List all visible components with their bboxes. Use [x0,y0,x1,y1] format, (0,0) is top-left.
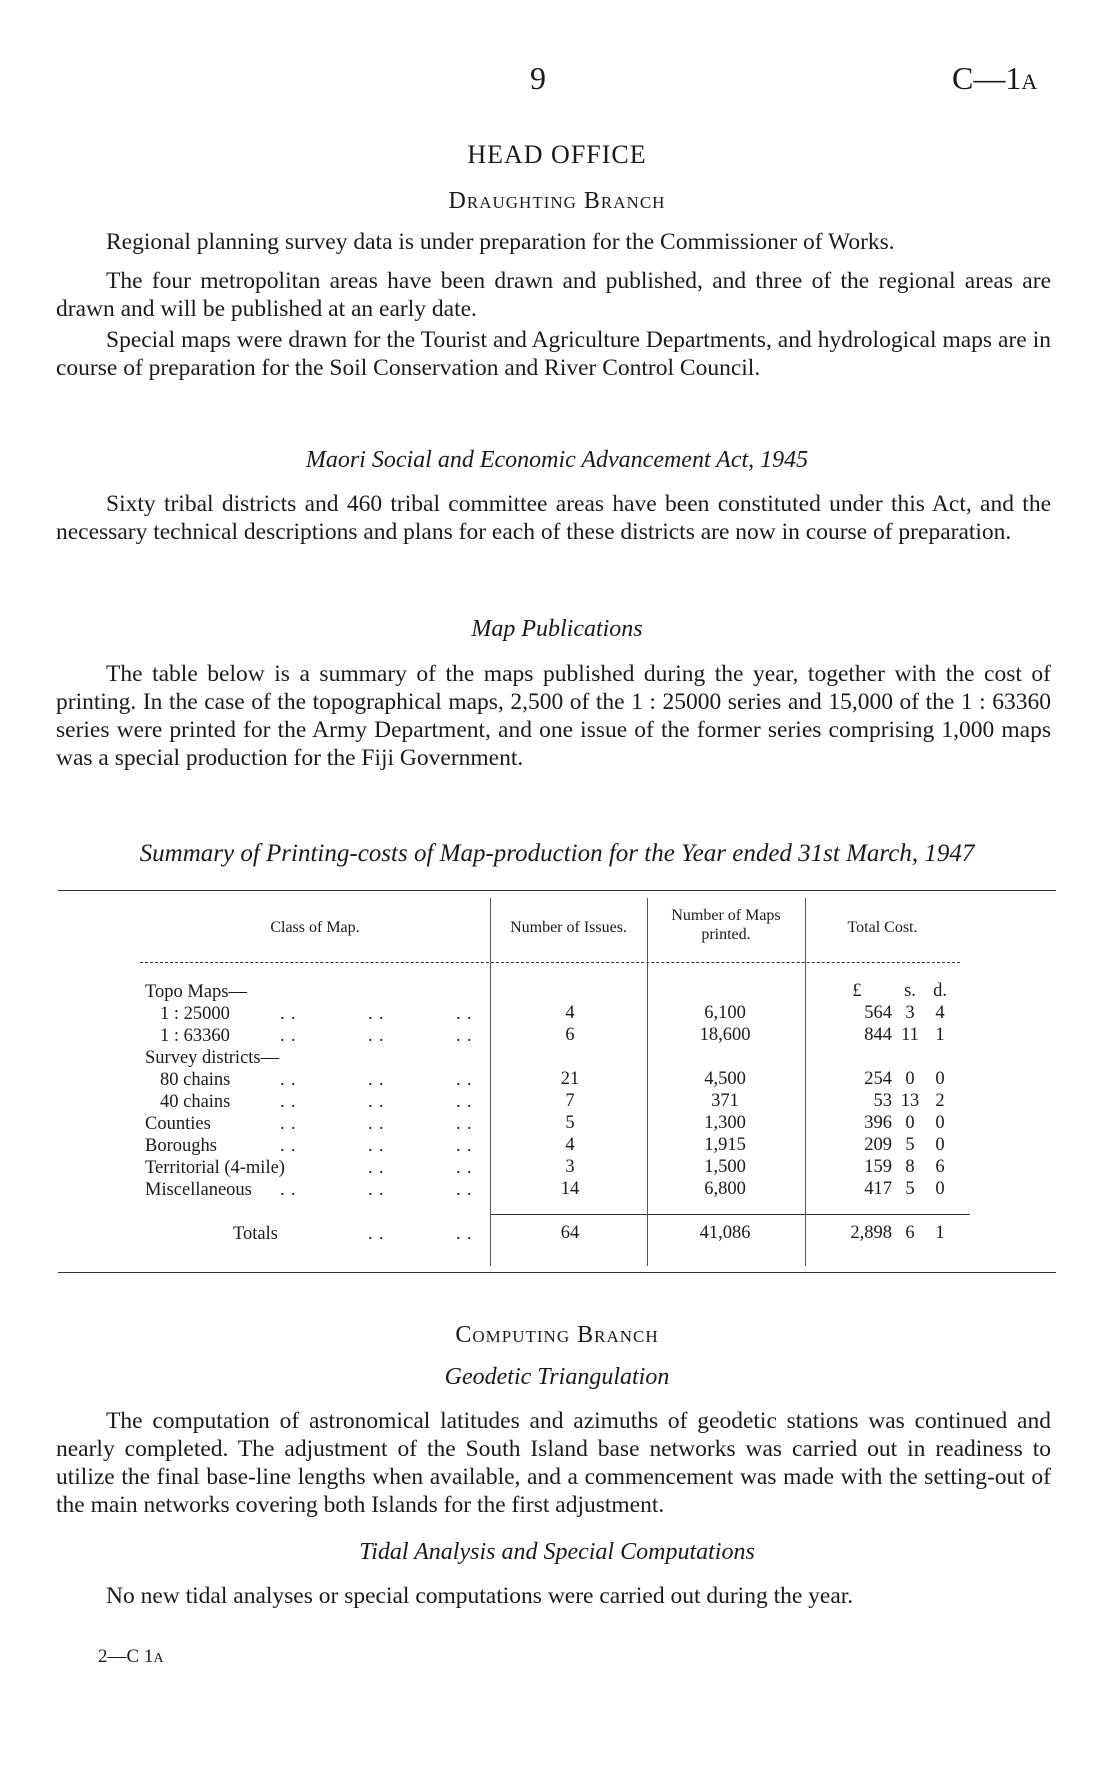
issues-cell: 3 [565,1157,575,1177]
column-header-cost: Total Cost. [847,919,918,936]
issues-cell: 4 [565,1003,575,1023]
paragraph: The table below is a summary of the maps published during the year, together with the cost of printing. In the case of the topographical maps, 2,500 of the 1 : 25000 series and 15,000 of the 1 : 63360 series were printed for the Army Department, and one issue of the former series comprising 1,000 maps was a special production for the Fiji Government. [56,661,1051,771]
issues-cell: 21 [560,1069,580,1089]
leader-dots: . . [368,1025,385,1045]
maps-cell: 4,500 [704,1069,746,1089]
leader-dots: . . [456,1091,473,1111]
pounds-cell: 564 [864,1003,892,1023]
totals-shillings: 6 [905,1223,915,1243]
leader-dots: . . [280,1025,297,1045]
leader-dots: . . [368,1135,385,1155]
pence-cell: 2 [935,1091,945,1111]
currency-shillings: s. [904,981,916,1001]
totals-maps: 41,086 [699,1223,751,1243]
leader-dots: . . [280,1003,297,1023]
row-label: 1 : 25000 [160,1004,230,1024]
issues-cell: 6 [565,1025,575,1045]
leader-dots: . . [280,1135,297,1155]
leader-dots: . . [368,1091,385,1111]
leader-dots: . . [280,1069,297,1089]
header-rule [140,962,960,963]
paragraph: Regional planning survey data is under preparation for the Commissioner of Works. [106,229,895,255]
maps-cell: 1,915 [704,1135,746,1155]
totals-rule [490,1214,970,1215]
issues-cell: 4 [565,1135,575,1155]
maps-cell: 6,100 [704,1003,746,1023]
page-title: HEAD OFFICE [467,140,647,169]
shillings-cell: 0 [905,1113,915,1133]
leader-dots: . . [456,1069,473,1089]
leader-dots: . . [368,1157,385,1177]
totals-issues: 64 [560,1223,580,1243]
maps-cell: 6,800 [704,1179,746,1199]
shillings-cell: 13 [900,1091,920,1111]
leader-dots: . . [280,1179,297,1199]
maps-cell: 371 [711,1091,739,1111]
issues-cell: 5 [565,1113,575,1133]
pounds-cell: 417 [864,1179,892,1199]
row-label: Territorial (4-mile) [145,1158,285,1178]
totals-pounds: 2,898 [850,1223,892,1243]
row-label: 80 chains [160,1070,231,1090]
currency-pounds: £ [852,981,862,1001]
currency-pence: d. [933,981,947,1001]
subheading-tidal: Tidal Analysis and Special Computations [359,1539,755,1565]
issues-cell: 14 [560,1179,580,1199]
leader-dots: . . [456,1179,473,1199]
row-label: 40 chains [160,1092,231,1112]
page-number: 9 [530,60,546,96]
column-divider [805,898,806,1266]
shillings-cell: 5 [905,1135,915,1155]
shillings-cell: 0 [905,1069,915,1089]
pence-cell: 0 [935,1069,945,1089]
shillings-cell: 8 [905,1157,915,1177]
row-label: Counties [145,1114,211,1134]
row-label: Boroughs [145,1136,217,1156]
row-label: Survey districts— [145,1048,280,1068]
section-heading-draughting: Draughting Branch [448,188,666,214]
pounds-cell: 53 [873,1091,892,1111]
leader-dots: . . [456,1113,473,1133]
section-heading-map-publications: Map Publications [471,616,643,642]
paragraph: Sixty tribal districts and 460 tribal committee areas have been constituted under this Act, and the necessary technical descriptions and plans for each of these districts are now in course of preparation. [56,491,1051,545]
leader-dots: . . [368,1179,385,1199]
pence-cell: 0 [935,1113,945,1133]
leader-dots: . . [456,1135,473,1155]
maps-cell: 1,500 [704,1157,746,1177]
pounds-cell: 254 [864,1069,892,1089]
column-divider [490,898,491,1266]
paragraph: The computation of astronomical latitudes and azimuths of geodetic stations was continued and nearly completed. The adjustment of the South Island base networks was carried out in readiness to utilize the final base-line lengths when available, and a commencement was made with the setting-out of the main networks covering both Islands for the first adjustment. [56,1408,1051,1518]
shillings-cell: 11 [901,1025,919,1045]
pounds-cell: 844 [864,1025,892,1045]
leader-dots: . . [368,1003,385,1023]
shillings-cell: 3 [905,1003,915,1023]
column-header-class: Class of Map. [270,919,360,936]
page-reference: C—1A [952,60,1038,96]
table-top-rule [58,890,1056,891]
leader-dots: . . [456,1157,473,1177]
pence-cell: 0 [935,1179,945,1199]
section-heading-maori: Maori Social and Economic Advancement Act, 1945 [305,447,809,473]
leader-dots: . . [280,1113,297,1133]
issues-cell: 7 [565,1091,575,1111]
leader-dots: . . [280,1091,297,1111]
subheading-geodetic: Geodetic Triangulation [444,1364,670,1390]
shillings-cell: 5 [905,1179,915,1199]
pence-cell: 6 [935,1157,945,1177]
leader-dots: . . [368,1069,385,1089]
leader-dots: . . [456,1223,473,1243]
signature-mark: 2—C 1A [98,1646,164,1667]
table-bottom-rule [58,1272,1056,1273]
pence-cell: 4 [935,1003,945,1023]
maps-cell: 18,600 [699,1025,751,1045]
pounds-cell: 159 [864,1157,892,1177]
section-heading-computing: Computing Branch [455,1322,659,1348]
paragraph: The four metropolitan areas have been drawn and published, and three of the regional areas are drawn and will be published at an early date. [56,268,1051,322]
row-label: Miscellaneous [145,1180,252,1200]
pounds-cell: 396 [864,1113,892,1133]
leader-dots: . . [368,1113,385,1133]
pence-cell: 0 [935,1135,945,1155]
paragraph: Special maps were drawn for the Tourist and Agriculture Departments, and hydrological maps are in course of preparation for the Soil Conservation and River Control Council. [56,327,1051,381]
leader-dots: . . [368,1223,385,1243]
row-label: Topo Maps— [145,982,247,1002]
leader-dots: . . [456,1003,473,1023]
maps-cell: 1,300 [704,1113,746,1133]
paragraph: No new tidal analyses or special computations were carried out during the year. [106,1583,854,1609]
column-divider [647,898,648,1266]
totals-pence: 1 [935,1223,945,1243]
totals-label: Totals [233,1224,278,1244]
pence-cell: 1 [935,1025,945,1045]
pounds-cell: 209 [864,1135,892,1155]
leader-dots: . . [456,1025,473,1045]
table-caption: Summary of Printing-costs of Map-production for the Year ended 31st March, 1947 [139,840,975,867]
column-header-issues: Number of Issues. [510,919,627,936]
row-label: 1 : 63360 [160,1026,230,1046]
column-header-maps: Number of Maps printed. [671,907,781,943]
